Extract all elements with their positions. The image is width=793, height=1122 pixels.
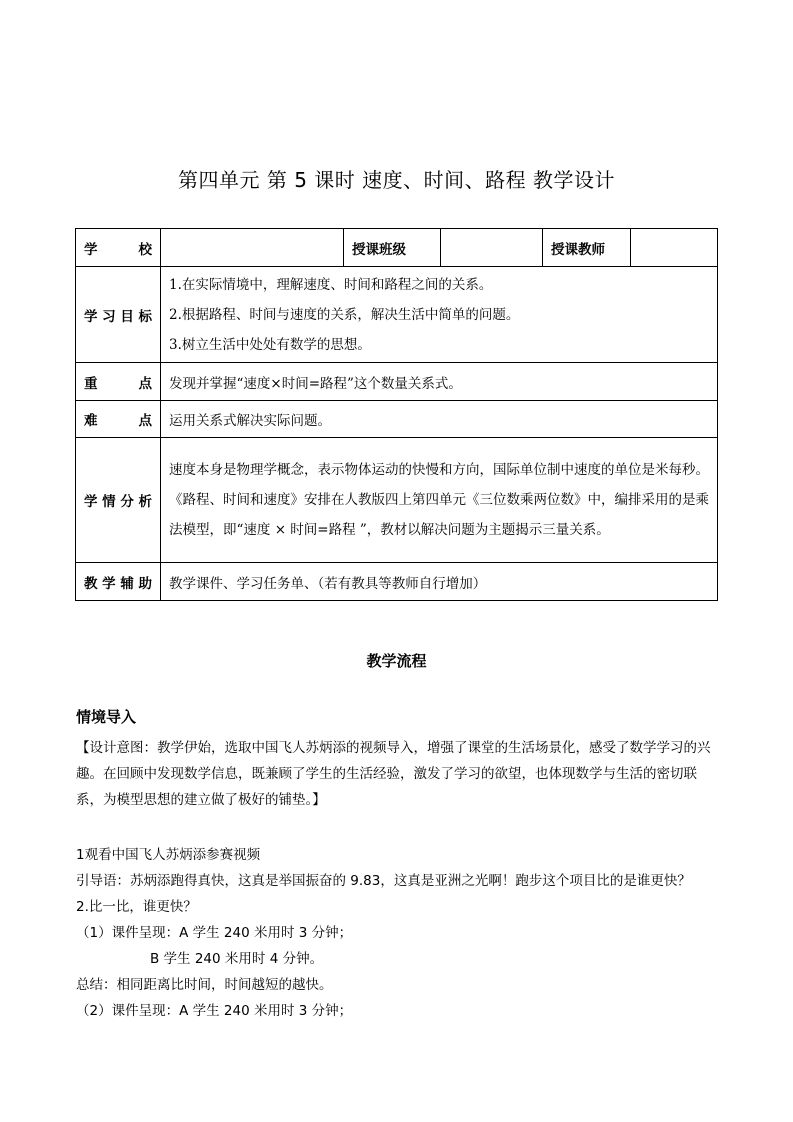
step-line: B 学生 240 米用时 4 分钟。 [150, 951, 324, 967]
table-row-analysis [76, 438, 718, 563]
step-line: 总结：相同距离比时间，时间越短的越快。 [76, 977, 333, 993]
teaching-steps [76, 842, 721, 1024]
goals-label: 学习目标 [76, 267, 161, 363]
step-line: 引导语：苏炳添跑得真快，这真是举国振奋的 9.83，这真是亚洲之光啊！跑步这个项目比的是谁更快？ [76, 873, 691, 889]
step-line: 1观看中国飞人苏炳添参赛视频 [76, 847, 261, 863]
document-title: 第四单元 第 5 课时 速度、时间、路程 教学设计 [177, 168, 615, 192]
aids-label: 教学辅助 [76, 563, 161, 601]
table-row-key-points [76, 363, 718, 401]
difficulty-text: 运用关系式解决实际问题。 [161, 401, 718, 438]
goals-cell [161, 267, 718, 363]
aids-text: 教学课件、学习任务单、（若有教具等教师自行增加） [161, 563, 718, 601]
key-points-text: 发现并掌握“速度×时间=路程”这个数量关系式。 [161, 363, 718, 401]
key-points-label: 重 点 [76, 363, 161, 401]
goal-item: 3.树立生活中处处有数学的思想。 [169, 336, 371, 353]
table-row-difficulty [76, 401, 718, 438]
table-row-goals [76, 267, 718, 363]
analysis-label: 学情分析 [76, 438, 161, 563]
school-value-cell [161, 229, 344, 267]
intro-heading: 情境导入 [76, 708, 137, 726]
step-line: （1）课件呈现：A 学生 240 米用时 3 分钟； [76, 925, 353, 941]
difficulty-label: 难 点 [76, 401, 161, 438]
teaching-flow-heading: 教学流程 [366, 652, 427, 670]
lesson-info-table [75, 228, 718, 601]
class-label: 授课班级 [344, 229, 441, 267]
teacher-label: 授课教师 [543, 229, 631, 267]
class-value-cell [441, 229, 543, 267]
table-row-school [76, 229, 718, 267]
teacher-value-cell [631, 229, 718, 267]
analysis-text: 速度本身是物理学概念，表示物体运动的快慢和方向，国际单位制中速度的单位是米每秒。《路程、时间和速度》安排在人教版四上第四单元《三位数乘两位数》中，编排采用的是乘法模型，即“速度 × 时间=路程 ”，教材以解决问题为主题揭示三量关系。 [161, 438, 718, 563]
step-line: 2.比一比，谁更快？ [76, 899, 197, 915]
goal-item: 2.根据路程、时间与速度的关系，解决生活中简单的问题。 [169, 306, 520, 323]
table-row-aids [76, 563, 718, 601]
school-label: 学 校 [76, 229, 161, 267]
goal-item: 1.在实际情境中，理解速度、时间和路程之间的关系。 [169, 276, 493, 293]
design-intent-paragraph: 【设计意图：教学伊始，选取中国飞人苏炳添的视频导入，增强了课堂的生活场景化，感受了数学学习的兴趣。在回顾中发现数学信息，既兼顾了学生的生活经验，激发了学习的欲望，也体现数学与生活的密切联系，为模型思想的建立做了极好的铺垫。】 [76, 740, 711, 808]
step-line: （2）课件呈现：A 学生 240 米用时 3 分钟； [76, 1003, 353, 1019]
